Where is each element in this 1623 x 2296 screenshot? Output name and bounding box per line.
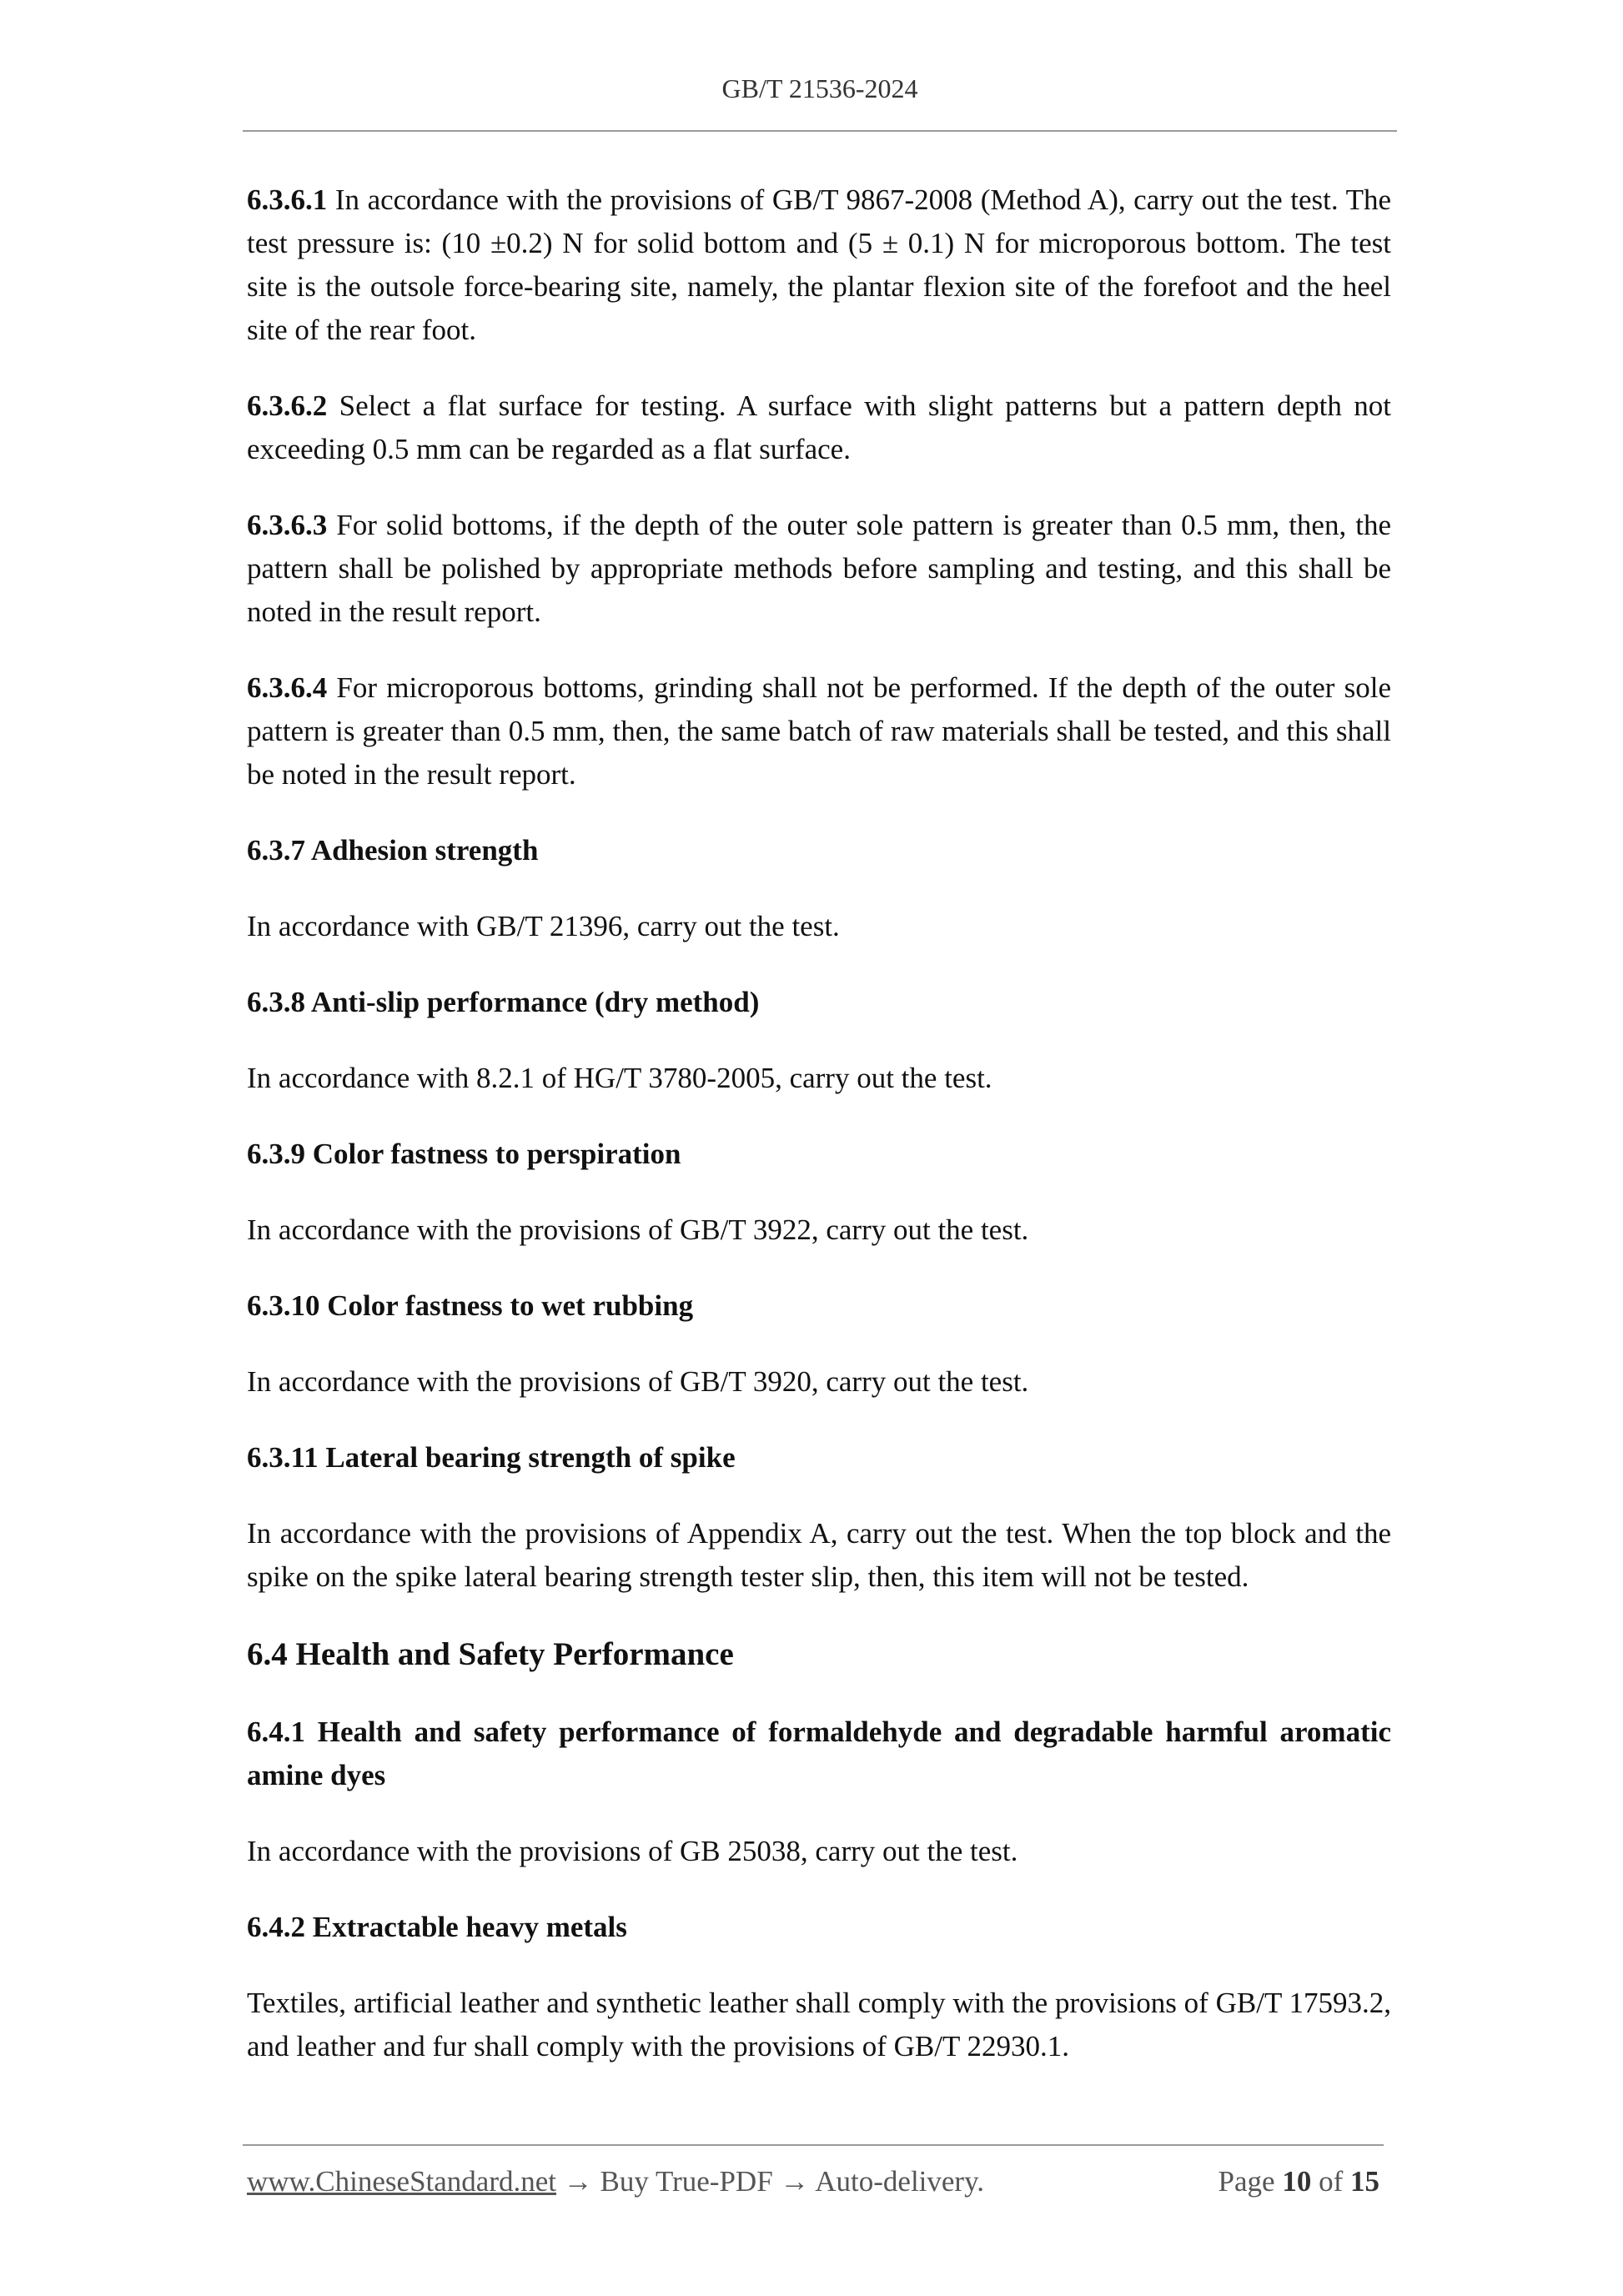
clause-text: Select a flat surface for testing. A surface with slight patterns but a pattern depth not exceeding 0.5 mm can be regarded as a flat surface. [247,389,1391,465]
page-header-title: GB/T 21536-2024 [721,73,918,103]
of-label: of [1319,2165,1344,2198]
clause-6-3-6-3 [247,504,1391,634]
buy-pdf-text: Buy True-PDF [600,2165,773,2198]
clause-number: 6.3.6.1 [247,183,328,216]
clause-number: 6.3.6.2 [247,389,328,422]
current-page-number: 10 [1282,2165,1312,2198]
page-label: Page [1218,2165,1275,2198]
heading-6-4: 6.4 Health and Safety Performance [247,1636,734,1672]
arrow-right-icon: → [780,2165,810,2198]
heading-6-3-11: 6.3.11 Lateral bearing strength of spike [247,1441,736,1474]
heading-6-4-2: 6.4.2 Extractable heavy metals [247,1911,627,1943]
website-link[interactable]: www.ChineseStandard.net [247,2165,556,2198]
header-divider [243,130,1397,132]
paragraph-6-3-11: In accordance with the provisions of Appendix A, carry out the test. When the top block and the spike on the spike lateral bearing strength tester slip, then, this item will not be tested. [247,1517,1391,1593]
clause-6-3-6-1 [247,178,1391,352]
heading-6-4-1: 6.4.1 Health and safety performance of formaldehyde and degradable harmful aromatic amine dyes [247,1716,1391,1791]
clause-6-3-6-4 [247,666,1391,796]
clause-number: 6.3.6.4 [247,671,328,704]
clause-6-3-6-2 [247,384,1391,471]
clause-text: For microporous bottoms, grinding shall not be performed. If the depth of the outer sole pattern is greater than 0.5 mm, then, the same batch of raw materials shall be tested, and this shall be noted in the result report. [247,671,1391,791]
footer-promo [247,2161,984,2203]
paragraph-6-3-10: In accordance with the provisions of GB/T 3920, carry out the test. [247,1365,1029,1398]
heading-6-3-7: 6.3.7 Adhesion strength [247,834,539,867]
paragraph-6-3-9: In accordance with the provisions of GB/T 3922, carry out the test. [247,1213,1029,1246]
heading-6-3-8: 6.3.8 Anti-slip performance (dry method) [247,986,760,1018]
arrow-right-icon: → [563,2165,593,2198]
heading-6-3-9: 6.3.9 Color fastness to perspiration [247,1138,681,1170]
document-body [247,178,1391,2101]
page-indicator [1219,2161,1379,2203]
heading-6-3-10: 6.3.10 Color fastness to wet rubbing [247,1289,694,1322]
total-pages-number: 15 [1350,2165,1379,2198]
auto-delivery-text: Auto-delivery. [815,2165,985,2198]
paragraph-6-4-2: Textiles, artificial leather and synthetic leather shall comply with the provisions of GB/T 17593.2, and leather and fur shall comply with the provisions of GB/T 22930.1. [247,1987,1391,2062]
paragraph-6-4-1: In accordance with the provisions of GB 25038, carry out the test. [247,1835,1018,1867]
paragraph-6-3-7: In accordance with GB/T 21396, carry out the test. [247,910,840,942]
clause-text: In accordance with the provisions of GB/T 9867-2008 (Method A), carry out the test. The test pressure is: (10 ±0.2) N for solid bottom and (5 ± 0.1) N for microporous bottom. The test site is the outsole force-bearing site, namely, the plantar flexion site of the forefoot and the heel site of the rear foot. [247,183,1391,346]
footer-divider [243,2144,1384,2146]
paragraph-6-3-8: In accordance with 8.2.1 of HG/T 3780-2005, carry out the test. [247,1062,992,1094]
clause-number: 6.3.6.3 [247,509,328,541]
clause-text: For solid bottoms, if the depth of the outer sole pattern is greater than 0.5 mm, then, the pattern shall be polished by appropriate methods before sampling and testing, and this shall be noted in the result report. [247,509,1391,628]
